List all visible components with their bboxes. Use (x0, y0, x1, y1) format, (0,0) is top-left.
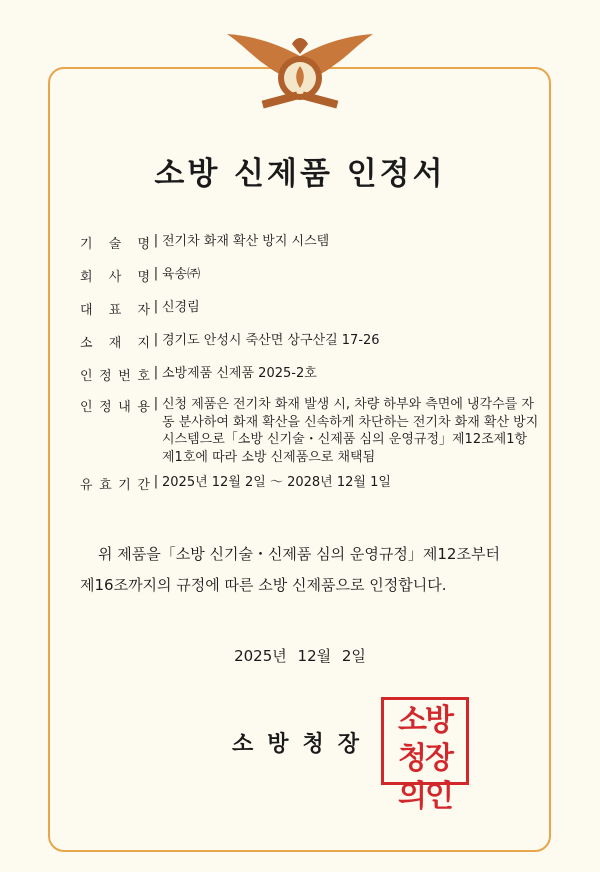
field-label: 회 사 명 (80, 270, 150, 285)
field-label: 대 표 자 (80, 303, 150, 318)
field-label: 소 재 지 (80, 336, 150, 351)
field-technology-name: 기 술 명 | 전기차 화재 확산 방지 시스템 (80, 233, 542, 252)
field-representative: 대 표 자 | 신경림 (80, 299, 542, 318)
fire-agency-emblem-icon (222, 26, 378, 116)
field-validity-period: 유 효 기 간 | 2025년 12월 2일 ～ 2028년 12월 1일 (80, 474, 542, 493)
field-label: 유 효 기 간 (80, 478, 150, 493)
field-value: 전기차 화재 확산 방지 시스템 (162, 234, 330, 249)
field-value: 신경림 (162, 300, 200, 315)
seal-text: 소방청장의인 (398, 703, 452, 814)
field-value: 소방제품 신제품 2025-2호 (162, 366, 317, 381)
field-label: 인 정 번 호 (80, 369, 150, 384)
document-title: 소방 신제품 인정서 (154, 156, 446, 192)
field-label: 인 정 내 용 (80, 400, 150, 415)
field-address: 소 재 지 | 경기도 안성시 죽산면 상구산길 17-26 (80, 332, 542, 351)
issuer-name: 소방청장 (232, 732, 374, 757)
field-value: 육송㈜ (162, 267, 201, 282)
certification-statement: 위 제품을「소방 신기술・신제품 심의 운영규정」제12조부터 제16조까지의 규정에 따른 소방 신제품으로 인정합니다. (80, 545, 500, 594)
official-seal (381, 697, 469, 814)
field-certification-content: 인 정 내 용 | 신청 제품은 전기차 화재 발생 시, 차량 하부와 측면에 냉각수를 자동 분사하여 화재 확산을 신속하게 차단하는 전기차 화재 확산 방지 시스템으로「소방 신기술・신제품 심의 운영규정」제12조제1항 제1호에 따라 소방 신제품으로 채택됨 (80, 396, 542, 466)
field-value: 신청 제품은 전기차 화재 발생 시, 차량 하부와 측면에 냉각수를 자동 분사하여 화재 확산을 신속하게 차단하는 전기차 화재 확산 방지 시스템으로「소방 신기술・신제품 심의 운영규정」제12조제1항 제1호에 따라 소방 신제품으로 채택됨 (162, 397, 539, 465)
field-label: 기 술 명 (80, 237, 150, 252)
field-company-name: 회 사 명 | 육송㈜ (80, 266, 542, 285)
field-certification-number: 인 정 번 호 | 소방제품 신제품 2025-2호 (80, 365, 542, 384)
issue-date: 2025년 12월 2일 (234, 647, 366, 665)
field-value: 2025년 12월 2일 ～ 2028년 12월 1일 (162, 475, 391, 490)
field-value: 경기도 안성시 죽산면 상구산길 17-26 (162, 333, 380, 348)
